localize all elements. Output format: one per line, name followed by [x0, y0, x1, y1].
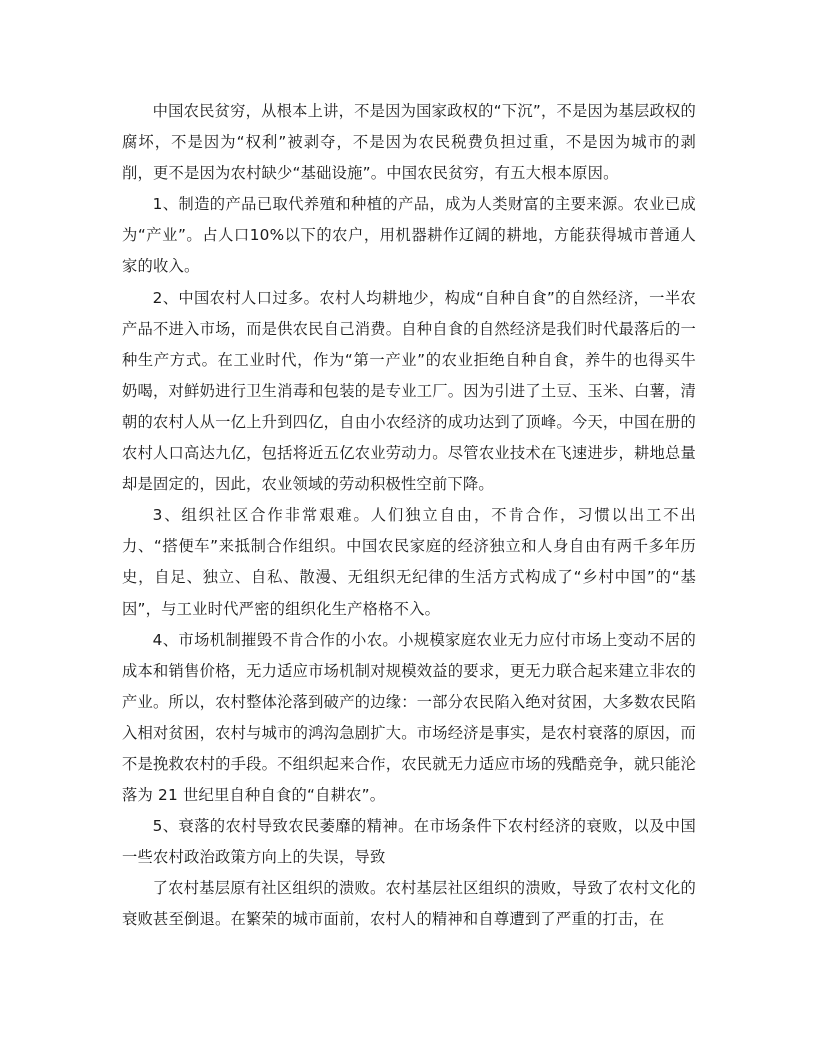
reason-5-paragraph: 5、衰落的农村导致农民萎靡的精神。在市场条件下农村经济的衰败，以及中国一些农村政治政策方向上的失误，导致	[122, 817, 696, 867]
document-body	[122, 96, 696, 936]
reason-3-paragraph: 3、组织社区合作非常艰难。人们独立自由，不肯合作，习惯以出工不出力、“搭便车”来抵制合作组织。中国农民家庭的经济独立和人身自由有两千多年历史，自足、独立、自私、散漫、无组织无纪律的生活方式构成了“乡村中国”的“基因”，与工业时代严密的组织化生产格格不入。	[122, 506, 696, 618]
reason-4-paragraph: 4、市场机制摧毁不肯合作的小农。小规模家庭农业无力应付市场上变动不居的成本和销售价格，无力适应市场机制对规模效益的要求，更无力联合起来建立非农的产业。所以，农村整体沦落到破产的边缘：一部分农民陷入绝对贫困，大多数农民陷入相对贫困，农村与城市的鸿沟急剧扩大。市场经济是事实，是农村衰落的原因，而不是挽救农村的手段。不组织起来合作，农民就无力适应市场的残酷竞争，就只能沦落为 21 世纪里自种自食的“自耕农”。	[122, 630, 696, 805]
reason-2-paragraph: 2、中国农村人口过多。农村人均耕地少，构成“自种自食”的自然经济，一半农产品不进入市场，而是供农民自己消费。自种自食的自然经济是我们时代最落后的一种生产方式。在工业时代，作为“第一产业”的农业拒绝自种自食，养牛的也得买牛奶喝，对鲜奶进行卫生消毒和包装的是专业工厂。因为引进了土豆、玉米、白薯，清朝的农村人从一亿上升到四亿，自由小农经济的成功达到了顶峰。今天，中国在册的农村人口高达九亿，包括将近五亿农业劳动力。尽管农业技术在飞速进步，耕地总量却是固定的，因此，农业领域的劳动积极性空前下降。	[122, 288, 696, 494]
intro-paragraph: 中国农民贫穷，从根本上讲，不是因为国家政权的“下沉”，不是因为基层政权的腐坏，不是因为“权利”被剥夺，不是因为农民税费负担过重，不是因为城市的剥削，更不是因为农村缺少“基础设施”。中国农民贫穷，有五大根本原因。	[122, 102, 696, 183]
reason-5-continuation-paragraph: 了农村基层原有社区组织的溃败。农村基层社区组织的溃败，导致了农村文化的衰败甚至倒退。在繁荣的城市面前，农村人的精神和自尊遭到了严重的打击，在	[122, 879, 696, 929]
reason-1-paragraph: 1、制造的产品已取代养殖和种植的产品，成为人类财富的主要来源。农业已成为“产业”。占人口10%以下的农户，用机器耕作辽阔的耕地，方能获得城市普通人家的收入。	[122, 195, 696, 276]
